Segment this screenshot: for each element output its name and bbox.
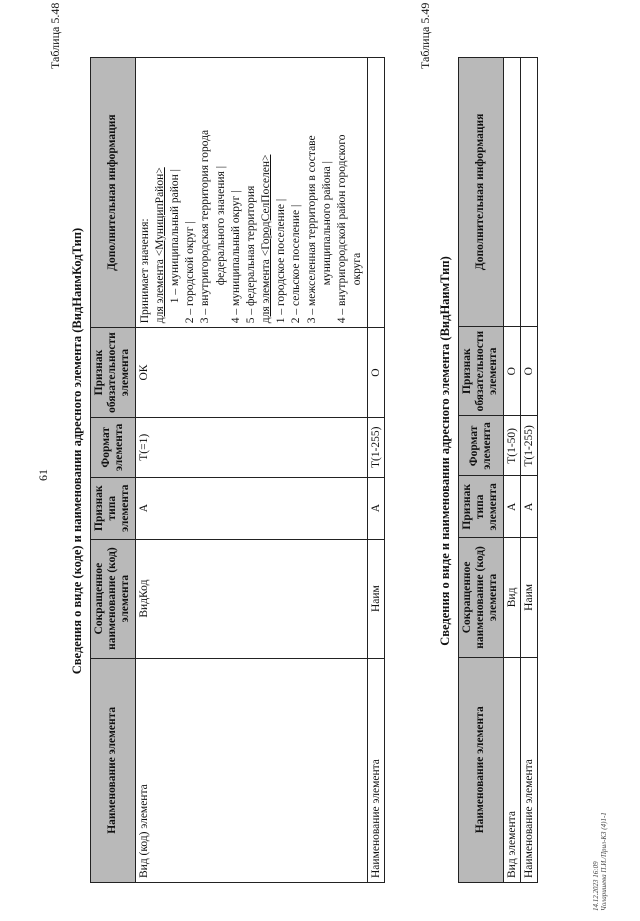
table1-caption: Таблица 5.48 <box>48 2 62 69</box>
info-line: 1 – городское поселение | <box>275 198 288 324</box>
cell-element-name: Вид элемента <box>503 657 520 882</box>
info-line: 3 – внутригородская территория города <box>199 129 212 324</box>
cell-element-type: А <box>368 477 385 539</box>
table1-header-info: Дополнительная информация <box>91 58 136 328</box>
table2-header-info: Дополнительная информация <box>459 58 504 327</box>
table-row <box>368 58 385 883</box>
info-line: 4 – внутригородской район городского <box>335 134 348 324</box>
cell-element-required: О <box>503 326 520 416</box>
table2-header-row <box>459 58 504 883</box>
table1-header-row <box>91 58 136 883</box>
signature-stamp <box>592 812 609 911</box>
cell-additional-info <box>135 58 368 328</box>
cell-element-format: T(=1) <box>135 417 368 477</box>
table1-header-code: Сокращенное наименование (код) элемента <box>91 539 136 658</box>
stamp-date: 14.12.2023 16:09 <box>592 861 600 911</box>
table1-header-name: Наименование элемента <box>91 658 136 882</box>
cell-element-code: ВидКод <box>135 539 368 658</box>
info-line: 1 – муниципальный район | <box>169 169 181 304</box>
info-line: для элемента <МуниципРайон> <box>153 167 166 324</box>
cell-element-required: ОК <box>135 328 368 418</box>
cell-element-format: T(1-255) <box>368 417 385 477</box>
info-line: Принимает значения: <box>138 218 151 324</box>
cell-element-name: Наименование элемента <box>520 657 537 882</box>
info-line: 2 – сельское поселение | <box>290 204 303 324</box>
cell-element-type: А <box>503 476 520 538</box>
cell-element-name: Наименование элемента <box>368 658 385 882</box>
table1-header-type: Признак типа элемента <box>91 477 136 539</box>
cell-element-name: Вид (код) элемента <box>135 658 368 882</box>
cell-element-type: А <box>520 476 537 538</box>
table-row <box>503 58 520 883</box>
table1-header-format: Формат элемента <box>91 417 136 477</box>
table2-header-type: Признак типа элемента <box>459 476 504 538</box>
table2-header-required: Признак обязательности элемента <box>459 326 504 416</box>
cell-element-type: А <box>135 477 368 539</box>
info-line: 5 – федеральная территория <box>244 185 257 324</box>
table-row <box>135 58 368 883</box>
cell-additional-info <box>503 58 520 327</box>
cell-element-format: T(1-255) <box>520 416 537 476</box>
info-line: 4 – муниципальный округ | <box>229 190 242 324</box>
info-line: 2 – городской округ | <box>184 221 197 324</box>
table2-caption: Таблица 5.49 <box>418 2 432 69</box>
cell-additional-info <box>520 58 537 327</box>
cell-element-code: Вид <box>503 538 520 657</box>
cell-element-required: О <box>520 326 537 416</box>
cell-element-code: Наим <box>520 538 537 657</box>
table1-title: Сведения о виде (коде) и наименовании адресного элемента (ВидНаимКодТип) <box>70 227 84 675</box>
info-line: для элемента <ГородСелПоселен> <box>260 154 273 324</box>
table1 <box>90 57 385 883</box>
table1-header-required: Признак обязательности элемента <box>91 328 136 418</box>
info-line: 3 – межселенная территория в составе <box>305 135 318 324</box>
cell-additional-info <box>368 58 385 328</box>
cell-element-required: О <box>368 328 385 418</box>
cell-element-code: Наим <box>368 539 385 658</box>
table2-title: Сведения о виде и наименовании адресного элемента (ВидНаимТип) <box>438 256 452 646</box>
table2-header-format: Формат элемента <box>459 416 504 476</box>
info-line: муниципального района | <box>320 161 333 286</box>
table2 <box>458 57 538 883</box>
table-row <box>520 58 537 883</box>
cell-element-format: T(1-50) <box>503 416 520 476</box>
info-line: округа <box>351 252 364 286</box>
info-line: федерального значения | <box>214 166 227 286</box>
page-number: 61 <box>36 469 50 481</box>
table2-header-code: Сокращенное наименование (код) элемента <box>459 538 504 657</box>
stamp-author: Чоларишева П.И./Прил-КЗ (4)1-1 <box>600 812 609 911</box>
table2-header-name: Наименование элемента <box>459 657 504 882</box>
